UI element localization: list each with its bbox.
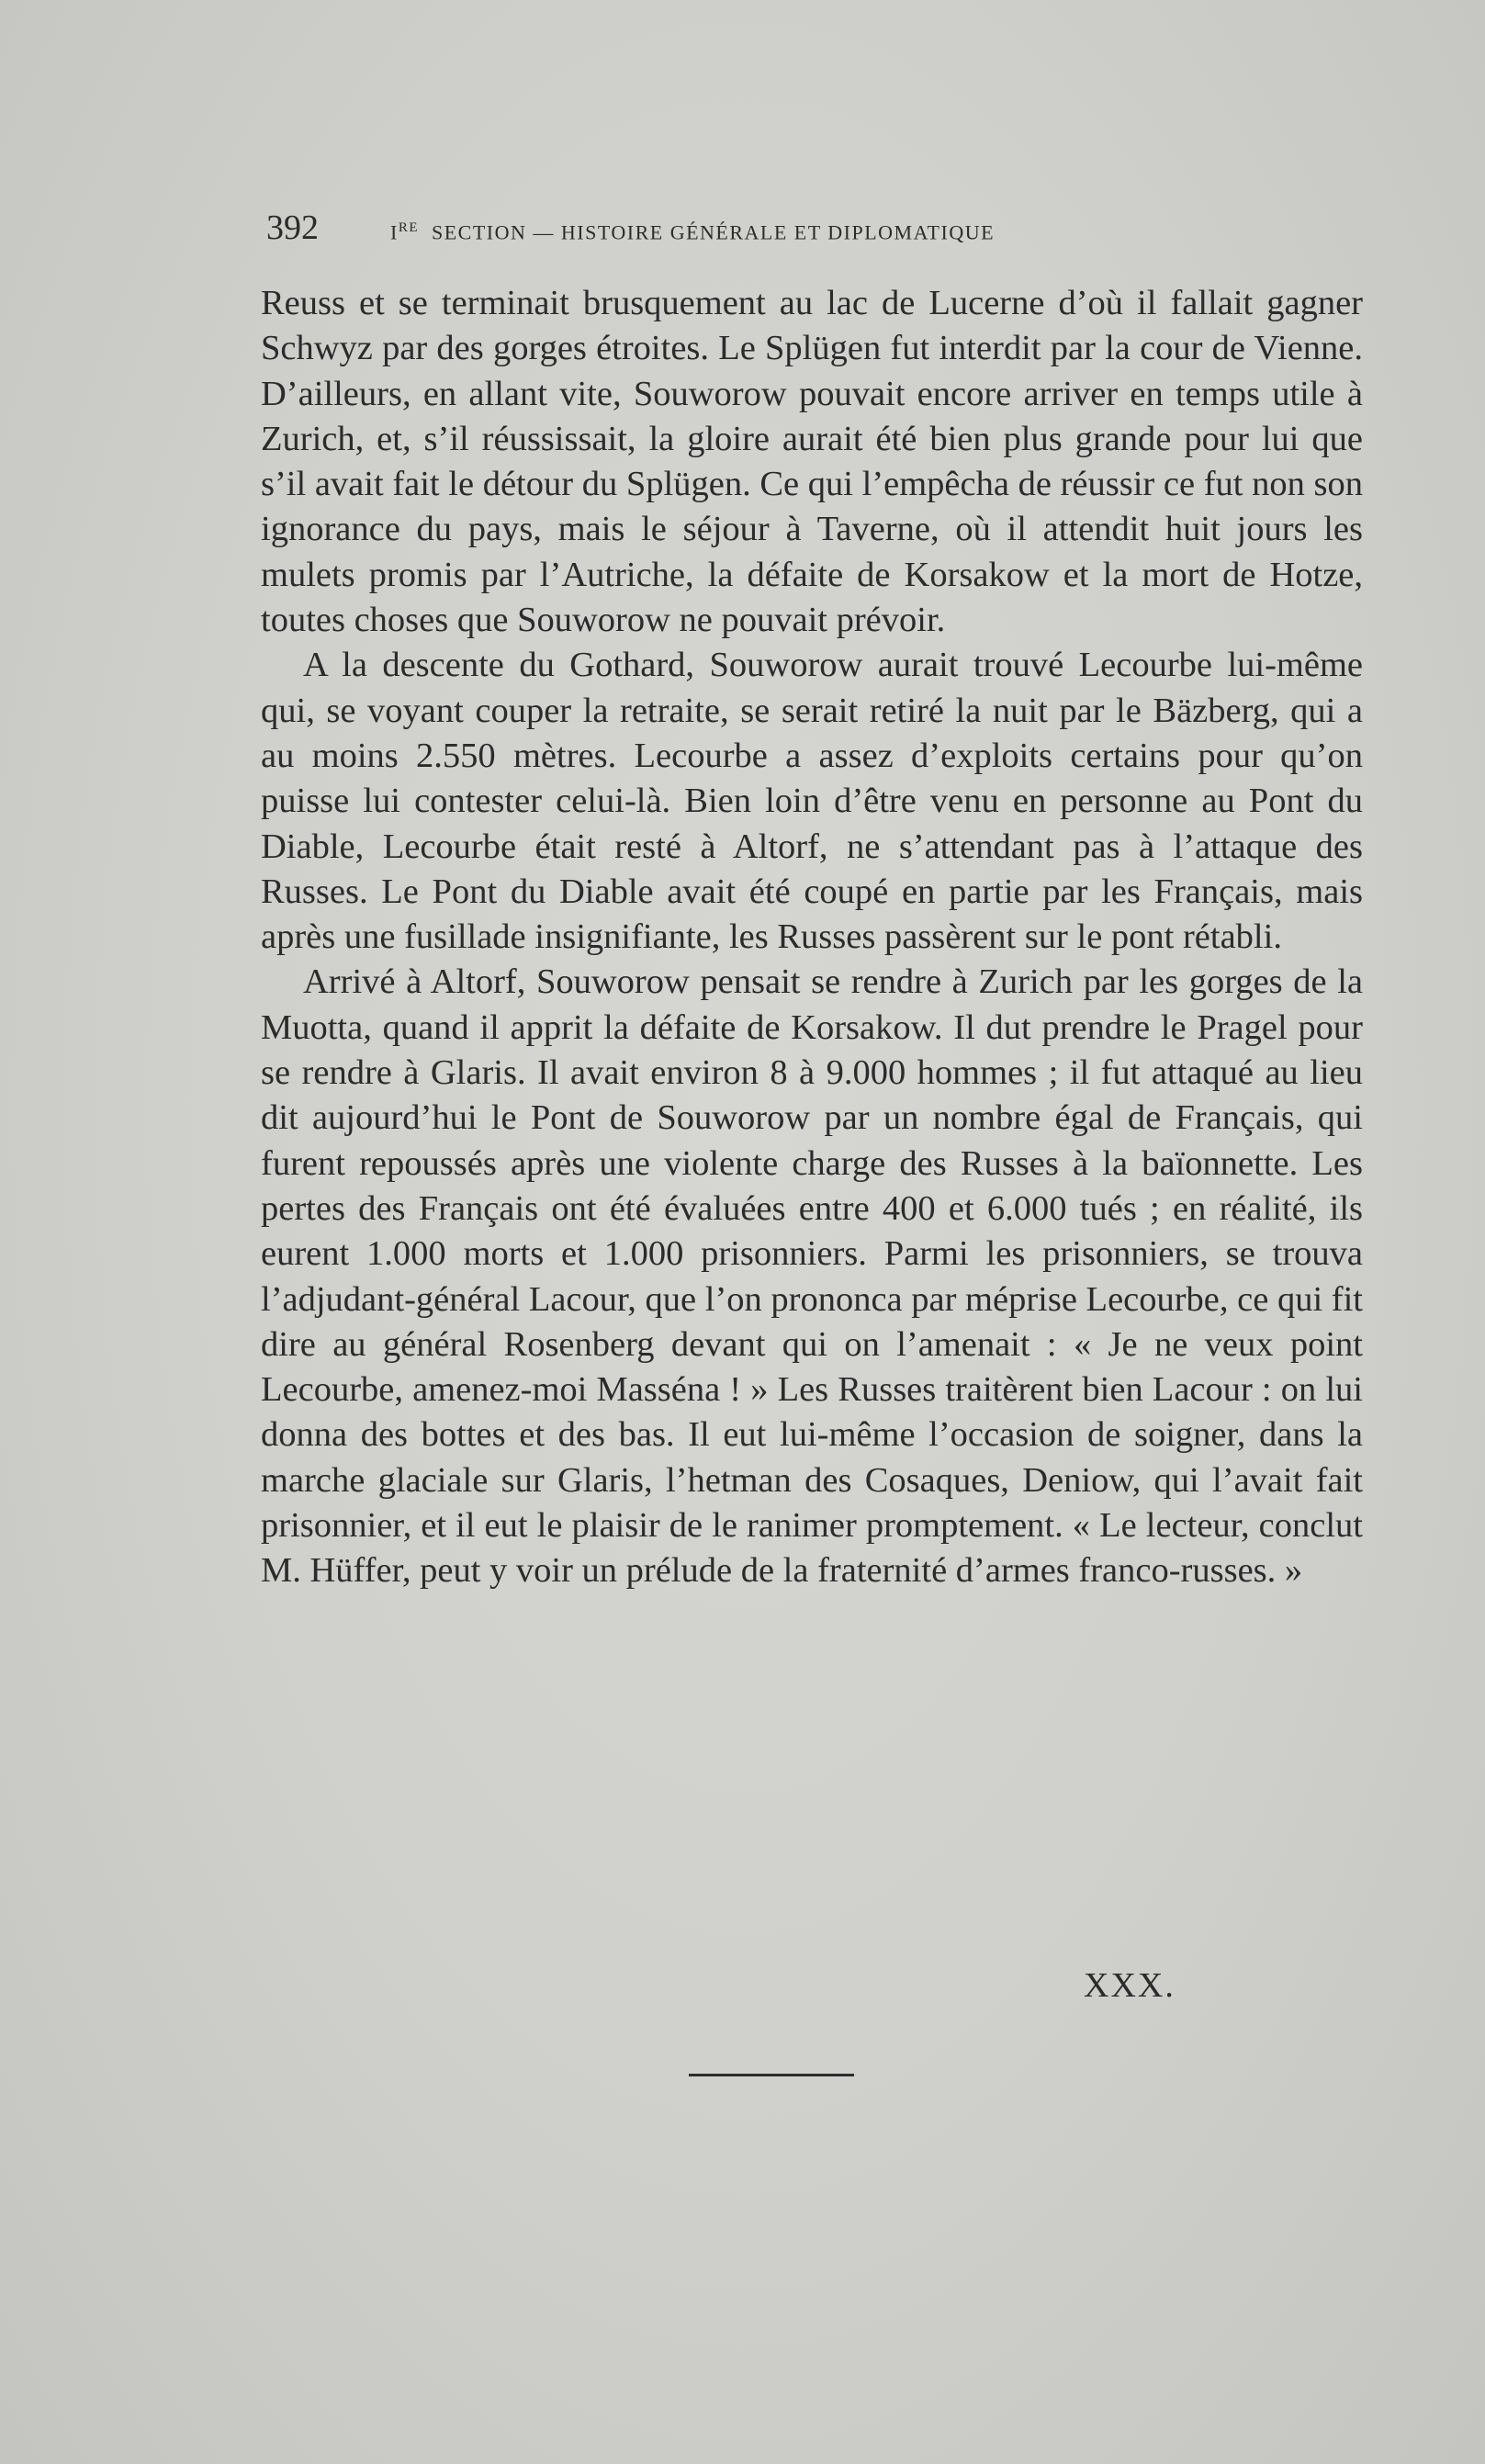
section-ordinal: I: [390, 220, 399, 243]
section-ordinal-sup: RE: [398, 219, 419, 235]
end-rule: [689, 2074, 854, 2076]
running-title: [390, 220, 995, 244]
paragraph-3: Arrivé à Altorf, Souworow pensait se rendre à Zurich par les gorges de la Muotta, quand il apprit la défaite de Korsakow. Il dut prendre le Pragel pour se rendre à Glaris. Il avait environ 8 à 9.000 hommes ; il fut attaqué au lieu dit aujourd’hui le Pont de Souworow par un nombre égal de Français, qui furent repoussés après une violente charge des Russes à la baïonnette. Les pertes des Français ont été évaluées entre 400 et 6.000 tués ; en réalité, ils eurent 1.000 morts et 1.000 prisonniers. Parmi les prisonniers, se trouva l’adjudant-général Lacour, que l’on prononca par méprise Lecourbe, ce qui fit dire au général Rosenberg devant qui on l’amenait : « Je ne veux point Lecourbe, amenez-moi Masséna ! » Les Russes traitèrent bien Lacour : on lui donna des bottes et des bas. Il eut lui-même l’occasion de soigner, dans la marche glaciale sur Glaris, l’hetman des Cosaques, Deniow, qui l’avait fait prisonnier, et il eut le plaisir de le ranimer promptement. « Le lecteur, conclut M. Hüffer, peut y voir un prélude de la fraternité d’armes franco-russes. »: [261, 962, 1363, 1591]
page-header: [266, 208, 1203, 248]
page-number: 392: [266, 208, 319, 247]
body-text: [261, 281, 1363, 1594]
running-title-text: SECTION — HISTOIRE GÉNÉRALE ET DIPLOMATIQUE: [432, 220, 996, 243]
paragraph-2: A la descente du Gothard, Souworow aurait trouvé Lecourbe lui-même qui, se voyant couper la retraite, se serait retiré la nuit par le Bäzberg, qui a au moins 2.550 mètres. Lecourbe a assez d’exploits certains pour qu’on puisse lui contester celui-là. Bien loin d’être venu en personne au Pont du Diable, Lecourbe était resté à Altorf, ne s’attendant pas à l’attaque des Russes. Le Pont du Diable avait été coupé en partie par les Français, mais après une fusillade insignifiante, les Russes passèrent sur le pont rétabli.: [261, 646, 1363, 957]
author-signature: XXX.: [1084, 1966, 1176, 2005]
paragraph-1: Reuss et se terminait brusquement au lac de Lucerne d’où il fallait gagner Schwyz par des gorges étroites. Le Splügen fut interdit par la cour de Vienne. D’ailleurs, en allant vite, Souworow pouvait encore arriver en temps utile à Zurich, et, s’il réussissait, la gloire aurait été bien plus grande pour lui que s’il avait fait le détour du Splügen. Ce qui l’empêcha de réussir ce fut non son ignorance du pays, mais le séjour à Taverne, où il attendit huit jours les mulets promis par l’Autriche, la défaite de Korsakow et la mort de Hotze, toutes choses que Souworow ne pouvait prévoir.: [261, 284, 1363, 640]
